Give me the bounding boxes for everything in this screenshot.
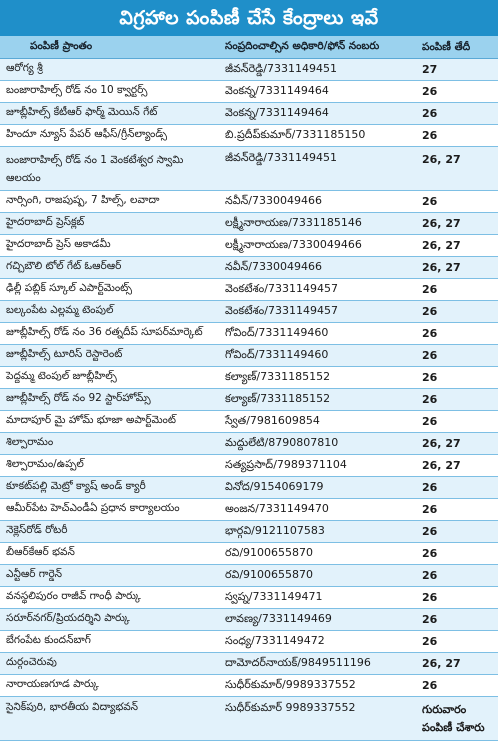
table-row xyxy=(0,279,498,301)
table-row xyxy=(0,697,498,741)
table-row xyxy=(0,565,498,587)
table-row xyxy=(0,411,498,433)
row-contact: వినోద/9154069179 xyxy=(225,479,324,493)
row-contact: జీవన్‌రెడ్డి/7331149451 xyxy=(225,61,337,75)
row-area: హిందూ న్యూస్ పేపర్ ఆఫీస్/గ్రీన్‌ల్యాండ్స్ xyxy=(6,128,168,140)
row-contact: గోవింద్/7331149460 xyxy=(225,325,329,339)
row-area: నార్సింగి, రాజపుష్ప, 7 హిల్స్, లవాదా xyxy=(6,194,160,206)
row-contact: సంధ్య/7331149472 xyxy=(225,633,325,647)
row-area: జూబ్లీహిల్స్ టూరిస్ రెస్టారెంట్ xyxy=(6,348,123,360)
row-area: నారాయణగూడ పార్కు xyxy=(6,678,99,690)
row-date: 26, 27 xyxy=(422,260,461,274)
row-contact: దామోదర్‌నాయక్/9849511196 xyxy=(225,655,371,669)
row-area: బేగంపేట కుందన్‌బాగ్ xyxy=(6,634,91,646)
row-area: శిల్పారామం/ఉప్పల్ xyxy=(6,458,84,470)
table-row xyxy=(0,477,498,499)
row-date: 26 xyxy=(422,568,438,582)
table-row xyxy=(0,213,498,235)
row-date: 26 xyxy=(422,370,438,384)
header-contact: సంప్రదించాల్సిన అధికారి/ఫోన్ నంబరు xyxy=(225,39,380,52)
row-area: వనస్థలిపురం రాజీవ్ గాంధీ పార్కు xyxy=(6,590,141,602)
row-area: బీఆర్‌కేఆర్ భవన్ xyxy=(6,546,75,558)
row-contact: కల్యాణ్/7331185152 xyxy=(225,391,331,405)
row-date: 26, 27 xyxy=(422,656,461,670)
row-contact: జీవన్‌రెడ్డి/7331149451 xyxy=(225,151,337,164)
row-contact: వెంకటేశం/7331149457 xyxy=(225,303,338,317)
table-row xyxy=(0,587,498,609)
row-contact: సుధీర్‌కుమార్/9989337552 xyxy=(225,677,356,691)
row-contact: బి.ప్రదీప్‌కుమార్/7331185150 xyxy=(225,127,366,141)
row-date: 26 xyxy=(422,392,438,406)
row-contact: రవి/9100655870 xyxy=(225,567,314,581)
row-date: 26 xyxy=(422,282,438,296)
row-contact: నవీన్/7330049466 xyxy=(225,259,322,273)
table-body xyxy=(0,59,498,741)
row-contact: రవి/9100655870 xyxy=(225,545,314,559)
row-date: 26 xyxy=(422,634,438,648)
row-contact: వెంకటేశం/7331149457 xyxy=(225,281,338,295)
row-area: గచ్చిబౌలి టోల్ గేట్ ఓఆర్ఆర్ xyxy=(6,260,122,272)
row-date: 26 xyxy=(422,304,438,318)
row-area: బంజారాహిల్స్ రోడ్ నం 1 వెంకటేశ్వర స్వామి ఆలయం xyxy=(6,154,184,184)
row-area: సరూర్‌నగర్/ప్రియదర్శిని పార్కు xyxy=(6,612,130,624)
table-row xyxy=(0,543,498,565)
table-row xyxy=(0,191,498,213)
header-date: పంపిణీ తేదీ xyxy=(422,41,471,53)
table-row xyxy=(0,433,498,455)
row-date: 26 xyxy=(422,414,438,428)
row-contact: కల్యాణ్/7331185152 xyxy=(225,369,331,383)
row-date: 26 xyxy=(422,326,438,340)
table-row xyxy=(0,521,498,543)
row-date: 26, 27 xyxy=(422,238,461,252)
row-contact: లావణ్య/7331149469 xyxy=(225,611,332,625)
row-date: 26 xyxy=(422,502,438,516)
row-area: ఆమీర్‌పేట హెచ్ఎండీఏ ప్రధాన కార్యాలయం xyxy=(6,502,180,514)
table-row xyxy=(0,125,498,147)
row-area: హైదరాబాద్ ప్రెస్‌క్లబ్ xyxy=(6,216,85,228)
row-contact: అంజన/7331149470 xyxy=(225,501,329,515)
table-row xyxy=(0,147,498,191)
row-contact: నవీన్/7330049466 xyxy=(225,193,322,207)
row-area: జూబ్లీహిల్స్ రోడ్ నం 36 రత్నదీప్ సూపర్‌మార్కెట్ xyxy=(6,326,203,338)
table-row xyxy=(0,257,498,279)
table-row xyxy=(0,389,498,411)
table-row xyxy=(0,103,498,125)
row-date: 26, 27 xyxy=(422,436,461,450)
row-date: 26 xyxy=(422,128,438,142)
row-date: 26, 27 xyxy=(422,216,461,230)
row-date: 26 xyxy=(422,524,438,538)
row-contact: స్వేత/7981609854 xyxy=(225,413,320,427)
row-contact: లక్ష్మీనారాయణ/7331185146 xyxy=(225,215,362,229)
row-contact: సత్యప్రసాద్/7989371104 xyxy=(225,457,347,471)
row-contact: స్వప్న/7331149471 xyxy=(225,589,323,603)
table-row xyxy=(0,235,498,257)
row-area: హైదరాబాద్ ప్రెస్ అకాడమీ xyxy=(6,238,111,250)
row-date: 26 xyxy=(422,194,438,208)
row-area: జూబ్లీహిల్స్ కేటీఆర్ ఫార్మ్ మెయిన్ గేట్ xyxy=(6,106,158,118)
row-area: బల్కంపేట ఎల్లమ్మ టెంపుల్ xyxy=(6,304,114,316)
table-row xyxy=(0,609,498,631)
header-area: పంపిణీ ప్రాంతం xyxy=(30,39,93,52)
row-area: పెద్దమ్మ టెంపుల్ జూబ్లీహిల్స్ xyxy=(6,370,117,382)
row-area: మాదాపూర్ మై హోమ్ భూజా అపార్ట్‌మెంట్ xyxy=(6,414,176,426)
row-contact: భార్గవి/9121107583 xyxy=(225,523,325,537)
row-contact: వెంకన్న/7331149464 xyxy=(225,105,329,119)
row-date: 26, 27 xyxy=(422,458,461,472)
row-area: దుర్గంచెరువు xyxy=(6,656,57,668)
table-header xyxy=(0,36,498,59)
table-row xyxy=(0,631,498,653)
row-contact: లక్ష్మీనారాయణ/7330049466 xyxy=(225,237,362,251)
row-area: కూకట్‌పల్లి మెట్రో క్యాష్ అండ్ క్యారీ xyxy=(6,480,146,492)
row-date: 26 xyxy=(422,678,438,692)
row-area: ఆరోగ్య శ్రీ xyxy=(6,62,43,74)
page-title: విగ్రహాల పంపిణీ చేసే కేంద్రాలు ఇవే xyxy=(0,0,498,36)
table-row xyxy=(0,455,498,477)
table-row xyxy=(0,367,498,389)
row-date: 26, 27 xyxy=(422,153,461,166)
row-date: 26 xyxy=(422,84,438,98)
row-area: బంజారాహిల్స్ రోడ్ నం 10 క్వార్టర్స్ xyxy=(6,84,148,96)
row-date: 26 xyxy=(422,546,438,560)
table-row xyxy=(0,653,498,675)
table-row xyxy=(0,59,498,81)
row-contact: వెంకన్న/7331149464 xyxy=(225,83,329,97)
table-row xyxy=(0,675,498,697)
row-contact: సుధీర్‌కుమార్ 9989337552 xyxy=(225,701,356,714)
row-area: శిల్పారామం xyxy=(6,436,54,448)
table-row xyxy=(0,499,498,521)
row-date: గురువారం పంపిణీ చేశారు xyxy=(422,703,485,734)
table-row xyxy=(0,81,498,103)
row-area: సైనిక్‌పురి, భారతీయ విద్యాభవన్ xyxy=(6,701,139,713)
row-date: 26 xyxy=(422,348,438,362)
row-date: 26 xyxy=(422,590,438,604)
row-area: ఎన్టీఆర్ గార్డెన్ xyxy=(6,568,63,580)
row-area: జూబ్లీహిల్స్ రోడ్ నం 92 స్టార్‌హోమ్స్ xyxy=(6,392,151,404)
row-area: నెక్లెస్‌రోడ్ రోటరీ xyxy=(6,524,68,536)
row-date: 26 xyxy=(422,612,438,626)
row-contact: గోవింద్/7331149460 xyxy=(225,347,329,361)
row-date: 26 xyxy=(422,106,438,120)
row-date: 26 xyxy=(422,480,438,494)
table-row xyxy=(0,323,498,345)
row-date: 27 xyxy=(422,62,438,76)
row-area: ఢిల్లీ పబ్లిక్ స్కూల్ ఎపార్ట్‌మెంట్స్ xyxy=(6,282,133,294)
table-row xyxy=(0,345,498,367)
table-row xyxy=(0,301,498,323)
row-contact: మద్దులేటి/8790807810 xyxy=(225,435,339,449)
